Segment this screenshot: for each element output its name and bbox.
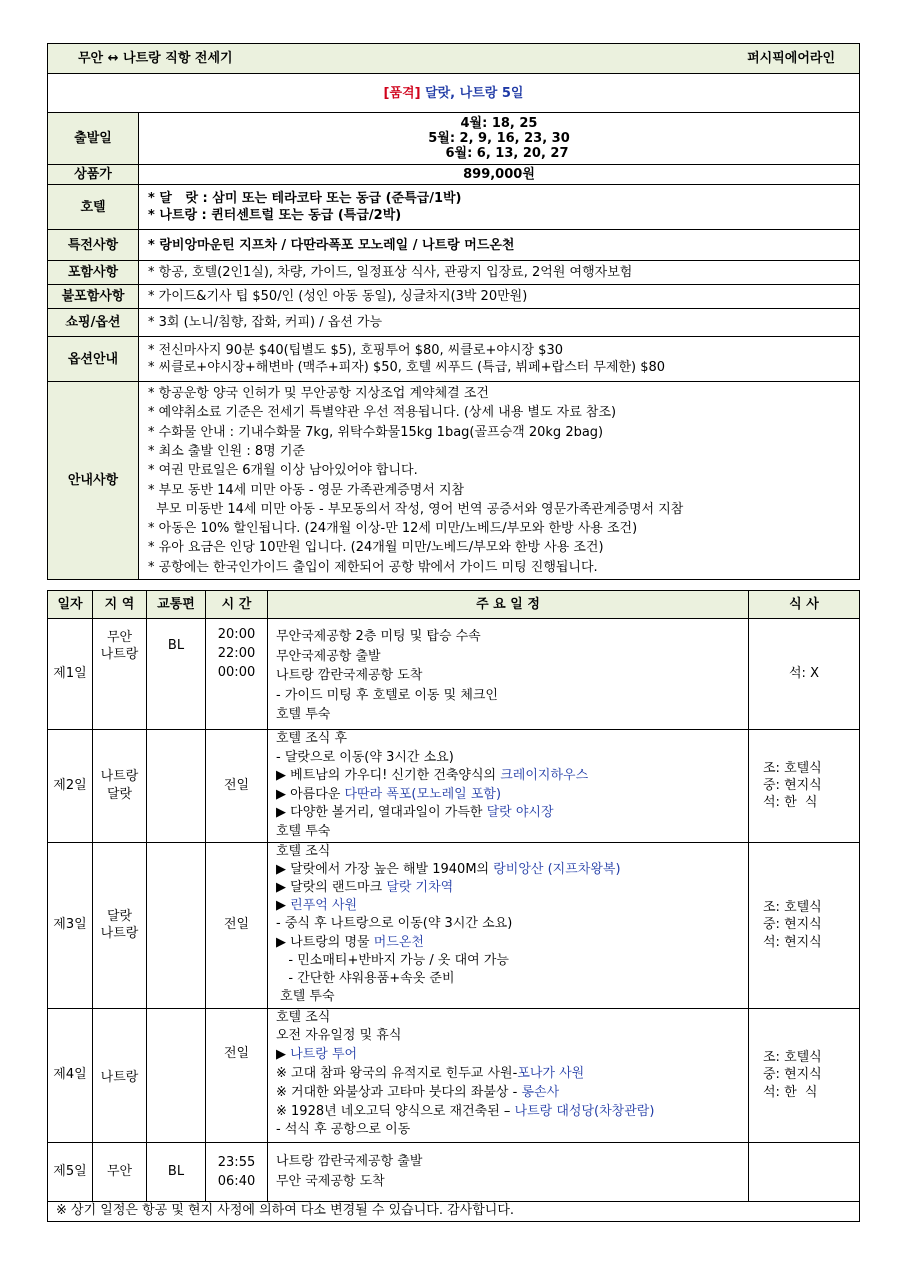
- meal-line: 석: 한 식: [763, 795, 818, 811]
- plan-line: 무안국제공항 2층 미팅 및 탑승 수속: [276, 629, 481, 644]
- meal-line: 중: 현지식: [763, 778, 822, 794]
- special-value: * 랑비앙마운틴 지프차 / 다딴라폭포 모노레일 / 나트랑 머드온천: [139, 230, 860, 261]
- plan-line: - 중식 후 나트랑으로 이동(약 3시간 소요): [276, 916, 513, 932]
- option-line: * 씨클로+야시장+해변바 (맥주+피자) $50, 호텔 씨푸드 (특급, 뷔페+랍스터 무제한) $80: [148, 360, 666, 375]
- plan-line: [276, 1046, 748, 1065]
- notice-line: 부모 미동반 14세 미만 아동 - 부모동의서 작성, 영어 번역 공증서와 영문가족관계증명서 지참: [148, 501, 684, 517]
- day-label: 제2일: [48, 730, 93, 843]
- plan-line: 호텔 조식 후: [276, 731, 348, 746]
- region-line: 나트랑: [100, 926, 139, 942]
- day-label: 제1일: [48, 619, 93, 730]
- day-region: [93, 842, 147, 1008]
- plan-line: [276, 897, 748, 915]
- notice-line: * 부모 동반 14세 미만 아동 - 영문 가족관계증명서 지참: [148, 482, 465, 498]
- time-line: 전일: [223, 778, 250, 794]
- time-line: 전일: [223, 917, 250, 933]
- plan-line: - 민소매티+반바지 가능 / 옷 대여 가능: [276, 952, 509, 968]
- day-plan: [268, 842, 749, 1008]
- plan-highlight: 롱손사: [521, 1084, 560, 1100]
- day-times: [206, 1142, 268, 1201]
- day-transport: BL: [147, 619, 206, 730]
- notice-line: * 수화물 안내 : 기내수화물 7kg, 위탁수화물15kg 1bag(골프승객 20kg 2bag): [148, 424, 604, 440]
- hotel-line: * 달 랏 : 삼미 또는 테라코타 또는 동급 (준특급/1박): [148, 191, 462, 206]
- price-value: 899,000원: [139, 165, 860, 185]
- day-plan: [268, 619, 749, 730]
- plan-line: 호텔 조식: [276, 1009, 331, 1025]
- plan-highlight: 머드온천: [373, 934, 424, 950]
- day-times: [206, 730, 268, 843]
- plan-highlight: 달랏 야시장: [486, 805, 554, 821]
- plan-text: ▶ 나트랑의 명물: [276, 934, 374, 950]
- plan-text: ▶ 달랏에서 가장 높은 해발 1940M의: [276, 861, 494, 877]
- day-label: 제3일: [48, 842, 93, 1008]
- plan-line: 무안 국제공항 도착: [276, 1173, 385, 1189]
- hotel-label: 호텔: [48, 185, 139, 230]
- plan-line: - 가이드 미팅 후 호텔로 이동 및 체크인: [276, 687, 498, 703]
- plan-highlight: 다딴라 폭포(모노레일 포함): [344, 786, 502, 802]
- time-line: 23:55: [217, 1154, 256, 1170]
- region-line: 달랏: [106, 908, 133, 924]
- plan-line: [276, 786, 748, 805]
- departure-dates: [139, 113, 860, 165]
- day-transport: [147, 842, 206, 1008]
- meal-line: 중: 현지식: [763, 917, 822, 933]
- day-times: [206, 842, 268, 1008]
- included-value: * 항공, 호텔(2인1실), 차량, 가이드, 일정표상 식사, 관광지 입장료, 2억원 여행자보험: [139, 261, 860, 285]
- region-line: 나트랑: [100, 769, 139, 785]
- meal-line: 석: X: [789, 666, 819, 682]
- notice-line: * 아동은 10% 할인됩니다. (24개월 이상-만 12세 미만/노베드/부모와 한방 사용 조건): [148, 521, 638, 537]
- notice-line: * 여권 만료일은 6개월 이상 남아있어야 합니다.: [148, 463, 418, 479]
- plan-line: 호텔 투숙: [276, 823, 331, 839]
- day-transport: BL: [147, 1142, 206, 1201]
- header-inner: [48, 44, 859, 73]
- plan-line: [276, 1065, 748, 1084]
- options-label: 옵션안내: [48, 337, 139, 382]
- time-line: 20:00: [217, 627, 256, 642]
- header-row: [48, 44, 860, 74]
- day-plan: [268, 1142, 749, 1201]
- time-line: 06:40: [217, 1173, 256, 1189]
- airline-name: 퍼시픽에어라인: [454, 44, 860, 73]
- day-row: [48, 1008, 860, 1142]
- day-region: [93, 1008, 147, 1142]
- departure-label: 출발일: [48, 113, 139, 165]
- product-name: 달랏, 나트랑 5일: [425, 85, 524, 101]
- day-row: [48, 1142, 860, 1201]
- notice-line: * 최소 출발 인원 : 8명 기준: [148, 443, 305, 459]
- plan-line: - 달랏으로 이동(약 3시간 소요): [276, 749, 454, 765]
- plan-line: [276, 1103, 748, 1122]
- plan-text: ▶: [276, 1047, 291, 1063]
- day-meals: [749, 730, 860, 843]
- plan-line: 호텔 투숙: [276, 989, 335, 1005]
- day-label: 제5일: [48, 1142, 93, 1201]
- meal-line: 석: 한 식: [763, 1084, 818, 1100]
- plan-text: ▶ 달랏의 랜드마크: [276, 879, 387, 895]
- time-line: 전일: [223, 1045, 250, 1061]
- route-title: 무안 ↔ 나트랑 직항 전세기: [48, 44, 454, 73]
- day-meals: [749, 842, 860, 1008]
- day-region: [93, 619, 147, 730]
- excluded-label: 불포함사항: [48, 285, 139, 309]
- plan-line: 나트랑 깜란국제공항 출발: [276, 1154, 423, 1170]
- day-meals: [749, 619, 860, 730]
- meal-line: 조: 호텔식: [763, 900, 822, 916]
- plan-highlight: 크레이지하우스: [500, 768, 589, 784]
- plan-line: 나트랑 깜란국제공항 도착: [276, 668, 423, 683]
- product-tag: [품격]: [383, 85, 421, 101]
- region-line: 나트랑: [100, 647, 139, 663]
- plan-highlight: 달랏 기차역: [386, 879, 454, 895]
- departure-line: 6월: 6, 13, 20, 27: [445, 146, 569, 161]
- departure-line: 4월: 18, 25: [460, 116, 538, 131]
- region-line: 달랏: [106, 786, 133, 802]
- day-meals: [749, 1142, 860, 1201]
- plan-line: 호텔 조식: [276, 843, 331, 859]
- included-label: 포함사항: [48, 261, 139, 285]
- day-label: 제4일: [48, 1008, 93, 1142]
- hotel-info: [139, 185, 860, 230]
- plan-text: ※ 고대 참파 왕국의 유적지로 힌두교 사원-: [276, 1065, 518, 1081]
- notice-line: * 항공운항 양국 인허가 및 무안공항 지상조업 계약체결 조건: [148, 386, 489, 402]
- col-header-plan: 주 요 일 정: [268, 591, 749, 619]
- col-header-day: 일자: [48, 591, 93, 619]
- price-label: 상품가: [48, 165, 139, 185]
- plan-text: ▶ 다양한 볼거리, 열대과일이 가득한: [276, 805, 487, 821]
- notice-line: * 예약취소료 기준은 전세기 특별약관 우선 적용됩니다. (상세 내용 별도 자료 참조): [148, 405, 617, 421]
- notice-line: * 공항에는 한국인가이드 출입이 제한되어 공항 밖에서 가이드 미팅 진행됩니다.: [148, 559, 598, 575]
- plan-text: ▶ 아름다운: [276, 786, 345, 802]
- notice-info: [139, 382, 860, 580]
- plan-highlight: 나트랑 대성당(차창관람): [514, 1103, 655, 1119]
- shopping-label: 쇼핑/옵션: [48, 309, 139, 337]
- plan-line: 오전 자유일정 및 휴식: [276, 1028, 402, 1044]
- special-label: 특전사항: [48, 230, 139, 261]
- hotel-line: * 나트랑 : 퀸터센트럴 또는 동급 (특급/2박): [148, 208, 402, 223]
- product-title: [48, 74, 860, 113]
- day-row: [48, 730, 860, 843]
- day-region: [93, 1142, 147, 1201]
- day-times: [206, 1008, 268, 1142]
- plan-line: [276, 934, 748, 952]
- day-meals: [749, 1008, 860, 1142]
- plan-text: ▶: [276, 898, 291, 914]
- shopping-value: * 3회 (노니/침향, 잡화, 커피) / 옵션 가능: [139, 309, 860, 337]
- day-plan: [268, 1008, 749, 1142]
- options-info: [139, 337, 860, 382]
- plan-text: ※ 거대한 와불상과 고타마 붓다의 좌불상 -: [276, 1084, 522, 1100]
- excluded-value: * 가이드&기사 팁 $50/인 (성인 아동 동일), 싱글차지(3박 20만원): [139, 285, 860, 309]
- day-transport: [147, 730, 206, 843]
- plan-line: 호텔 투숙: [276, 707, 331, 722]
- day-transport: [147, 1008, 206, 1142]
- footer-note: ※ 상기 일정은 항공 및 현지 사정에 의하여 다소 변경될 수 있습니다. 감사합니다.: [48, 1201, 860, 1221]
- col-header-region: 지 역: [93, 591, 147, 619]
- day-row: [48, 842, 860, 1008]
- region-line: 나트랑: [100, 1070, 139, 1086]
- plan-highlight: 린푸억 사원: [290, 898, 358, 914]
- plan-line: [276, 767, 748, 786]
- meal-line: 조: 호텔식: [763, 760, 822, 776]
- notice-label: 안내사항: [48, 382, 139, 580]
- col-header-meals: 식 사: [749, 591, 860, 619]
- meal-line: 석: 현지식: [763, 934, 822, 950]
- day-row: [48, 619, 860, 730]
- day-times: [206, 619, 268, 730]
- plan-line: [276, 804, 748, 823]
- plan-text: ※ 1928년 네오고딕 양식으로 재건축된 –: [276, 1103, 515, 1119]
- plan-highlight: 랑비앙산 (지프차왕복): [493, 861, 621, 877]
- day-region: [93, 730, 147, 843]
- plan-highlight: 포나가 사원: [517, 1065, 585, 1081]
- plan-line: - 간단한 샤워용품+속옷 준비: [276, 970, 455, 986]
- departure-line: 5월: 2, 9, 16, 23, 30: [428, 131, 570, 146]
- itinerary-table: [47, 590, 860, 1222]
- time-line: 00:00: [217, 665, 256, 680]
- notice-line: * 유아 요금은 인당 10만원 입니다. (24개월 미만/노베드/부모와 한방 사용 조건): [148, 540, 604, 556]
- meal-line: 중: 현지식: [763, 1067, 822, 1083]
- plan-line: [276, 1084, 748, 1103]
- plan-highlight: 나트랑 투어: [290, 1047, 358, 1063]
- region-line: 무안: [106, 1163, 133, 1179]
- plan-line: [276, 861, 748, 879]
- col-header-transport: 교통편: [147, 591, 206, 619]
- option-line: * 전신마사지 90분 $40(팁별도 $5), 호핑투어 $80, 씨클로+야시장 $30: [148, 343, 563, 358]
- region-line: 무안: [106, 630, 133, 645]
- plan-text: ▶ 베트남의 가우디! 신기한 건축양식의: [276, 768, 501, 784]
- meal-line: 조: 호텔식: [763, 1050, 822, 1066]
- time-line: 22:00: [217, 646, 256, 661]
- plan-line: 무안국제공항 출발: [276, 648, 381, 664]
- col-header-time: 시 간: [206, 591, 268, 619]
- plan-line: - 석식 후 공항으로 이동: [276, 1122, 411, 1138]
- plan-line: [276, 879, 748, 897]
- product-info-table: [47, 43, 860, 580]
- day-plan: [268, 730, 749, 843]
